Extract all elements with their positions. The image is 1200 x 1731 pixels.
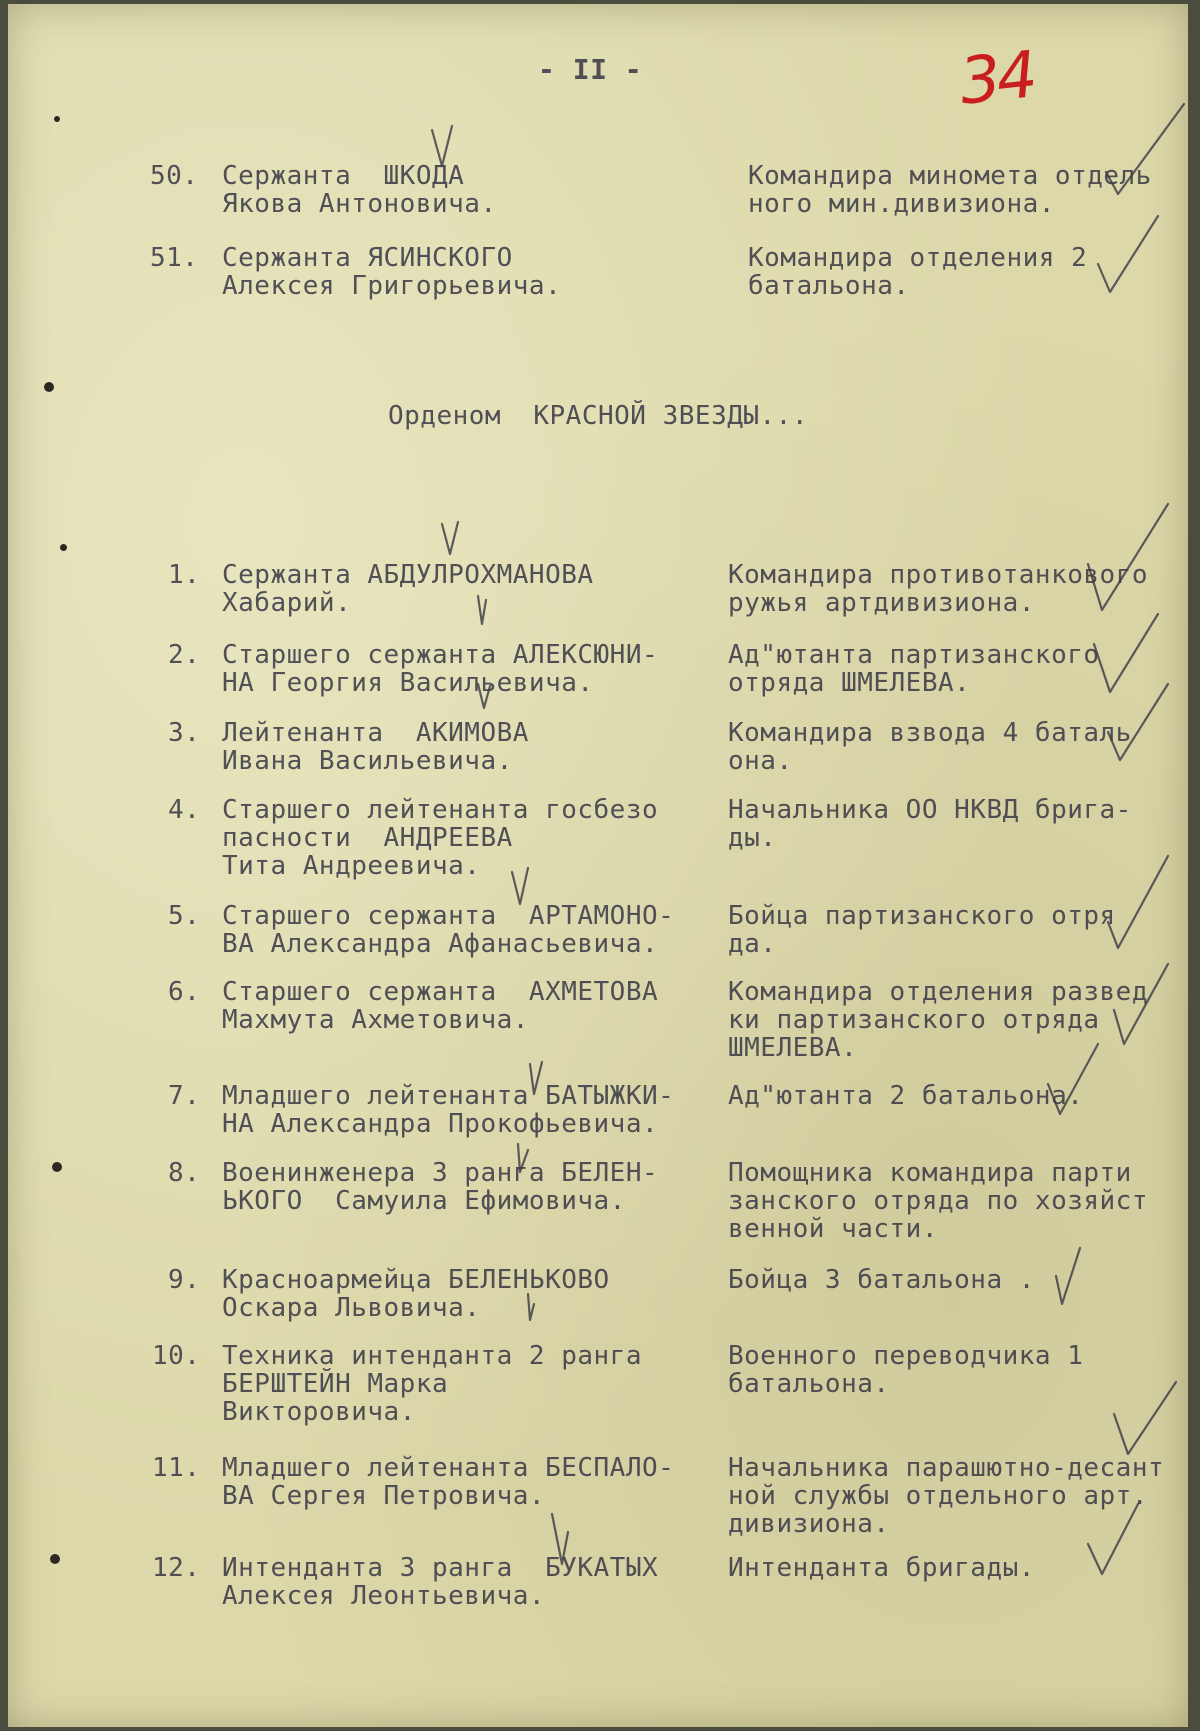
- entry-position: Командира противотанкового ружья артдивизиона.: [728, 560, 1148, 618]
- checkmark-icon: [1094, 614, 1158, 692]
- entry-name: Старшего сержанта АРТАМОНО- ВА Александра Афанасьевича.: [222, 901, 675, 959]
- entry-name: Интенданта 3 ранга БУКАТЫХ Алексея Леонтьевича.: [222, 1553, 659, 1611]
- checkmark-icon: [1108, 856, 1168, 948]
- entry-name: Красноармейца БЕЛЕНЬКОВО Оскара Львовича.: [222, 1265, 610, 1323]
- entry-number: 3.: [168, 718, 201, 748]
- punch-hole: [50, 1554, 60, 1564]
- entry-position: Начальника ОО НКВД брига- ды.: [728, 795, 1132, 853]
- entry-position: Командира взвода 4 баталь она.: [728, 718, 1132, 776]
- punch-hole: [52, 1162, 62, 1172]
- checkmark-icon: [432, 126, 452, 166]
- entry-number: 9.: [168, 1265, 201, 1295]
- entry-name: Сержанта ЯСИНСКОГО Алексея Григорьевича.: [222, 243, 562, 301]
- entry-number: 51.: [150, 243, 199, 273]
- entry-position: Командира отделения 2 батальона.: [748, 243, 1088, 301]
- entry-position: Командира отделения развед ки партизанского отряда ШМЕЛЕВА.: [728, 977, 1148, 1063]
- entry-number: 1.: [168, 560, 201, 590]
- entry-number: 7.: [168, 1081, 201, 1111]
- punch-hole: [44, 382, 54, 392]
- entry-number: 11.: [152, 1453, 201, 1483]
- entry-name: Старшего сержанта АХМЕТОВА Махмута Ахметовича.: [222, 977, 659, 1035]
- entry-position: Бойца 3 батальона .: [728, 1265, 1035, 1295]
- entry-name: Старшего сержанта АЛЕКСЮНИ- НА Георгия Васильевича.: [222, 640, 659, 698]
- punch-hole: [54, 116, 60, 122]
- folio-number: 34: [956, 38, 1038, 120]
- entry-position: Ад"ютанта партизанского отряда ШМЕЛЕВА.: [728, 640, 1100, 698]
- entry-position: Интенданта бригады.: [728, 1553, 1035, 1583]
- entry-position: Ад"ютанта 2 батальона.: [728, 1081, 1084, 1111]
- entry-position: Бойца партизанского отря да.: [728, 901, 1116, 959]
- entry-name: Лейтенанта АКИМОВА Ивана Васильевича.: [222, 718, 529, 776]
- entry-name: Военинженера 3 ранга БЕЛЕН- ЬКОГО Самуила Ефимовича.: [222, 1158, 659, 1216]
- entry-number: 50.: [150, 161, 199, 191]
- entry-number: 12.: [152, 1553, 201, 1583]
- entry-number: 5.: [168, 901, 201, 931]
- entry-name: Сержанта ШКОДА Якова Антоновича.: [222, 161, 497, 219]
- entry-number: 4.: [168, 795, 201, 825]
- page-number: - II -: [538, 53, 643, 86]
- entry-name: Младшего лейтенанта БАТЫЖКИ- НА Александра Прокофьевича.: [222, 1081, 675, 1139]
- entry-name: Техника интенданта 2 ранга БЕРШТЕЙН Марка Викторовича.: [222, 1341, 642, 1427]
- checkmark-icon: [1098, 216, 1158, 292]
- document-page: [8, 4, 1188, 1727]
- entry-number: 8.: [168, 1158, 201, 1188]
- checkmark-icon: [442, 522, 458, 554]
- entry-name: Младшего лейтенанта БЕСПАЛО- ВА Сергея Петровича.: [222, 1453, 675, 1511]
- entry-number: 10.: [152, 1341, 201, 1371]
- entry-position: Начальника парашютно-десант ной службы отдельного арт. дивизиона.: [728, 1453, 1165, 1539]
- entry-number: 2.: [168, 640, 201, 670]
- entry-position: Командира миномета отдель ного мин.дивизиона.: [748, 161, 1152, 219]
- entry-name: Старшего лейтенанта госбезо пасности АНДРЕЕВА Тита Андреевича.: [222, 795, 659, 881]
- checkmark-icon: [1114, 1382, 1176, 1454]
- punch-hole: [60, 544, 67, 551]
- entry-position: Помощника командира парти занского отряда по хозяйст венной части.: [728, 1158, 1148, 1244]
- entry-name: Сержанта АБДУЛРОХМАНОВА Хабарий.: [222, 560, 594, 618]
- checkmark-icon: [1056, 1248, 1080, 1304]
- section-heading: Орденом КРАСНОЙ ЗВЕЗДЫ...: [388, 401, 808, 431]
- entry-number: 6.: [168, 977, 201, 1007]
- entry-position: Военного переводчика 1 батальона.: [728, 1341, 1084, 1399]
